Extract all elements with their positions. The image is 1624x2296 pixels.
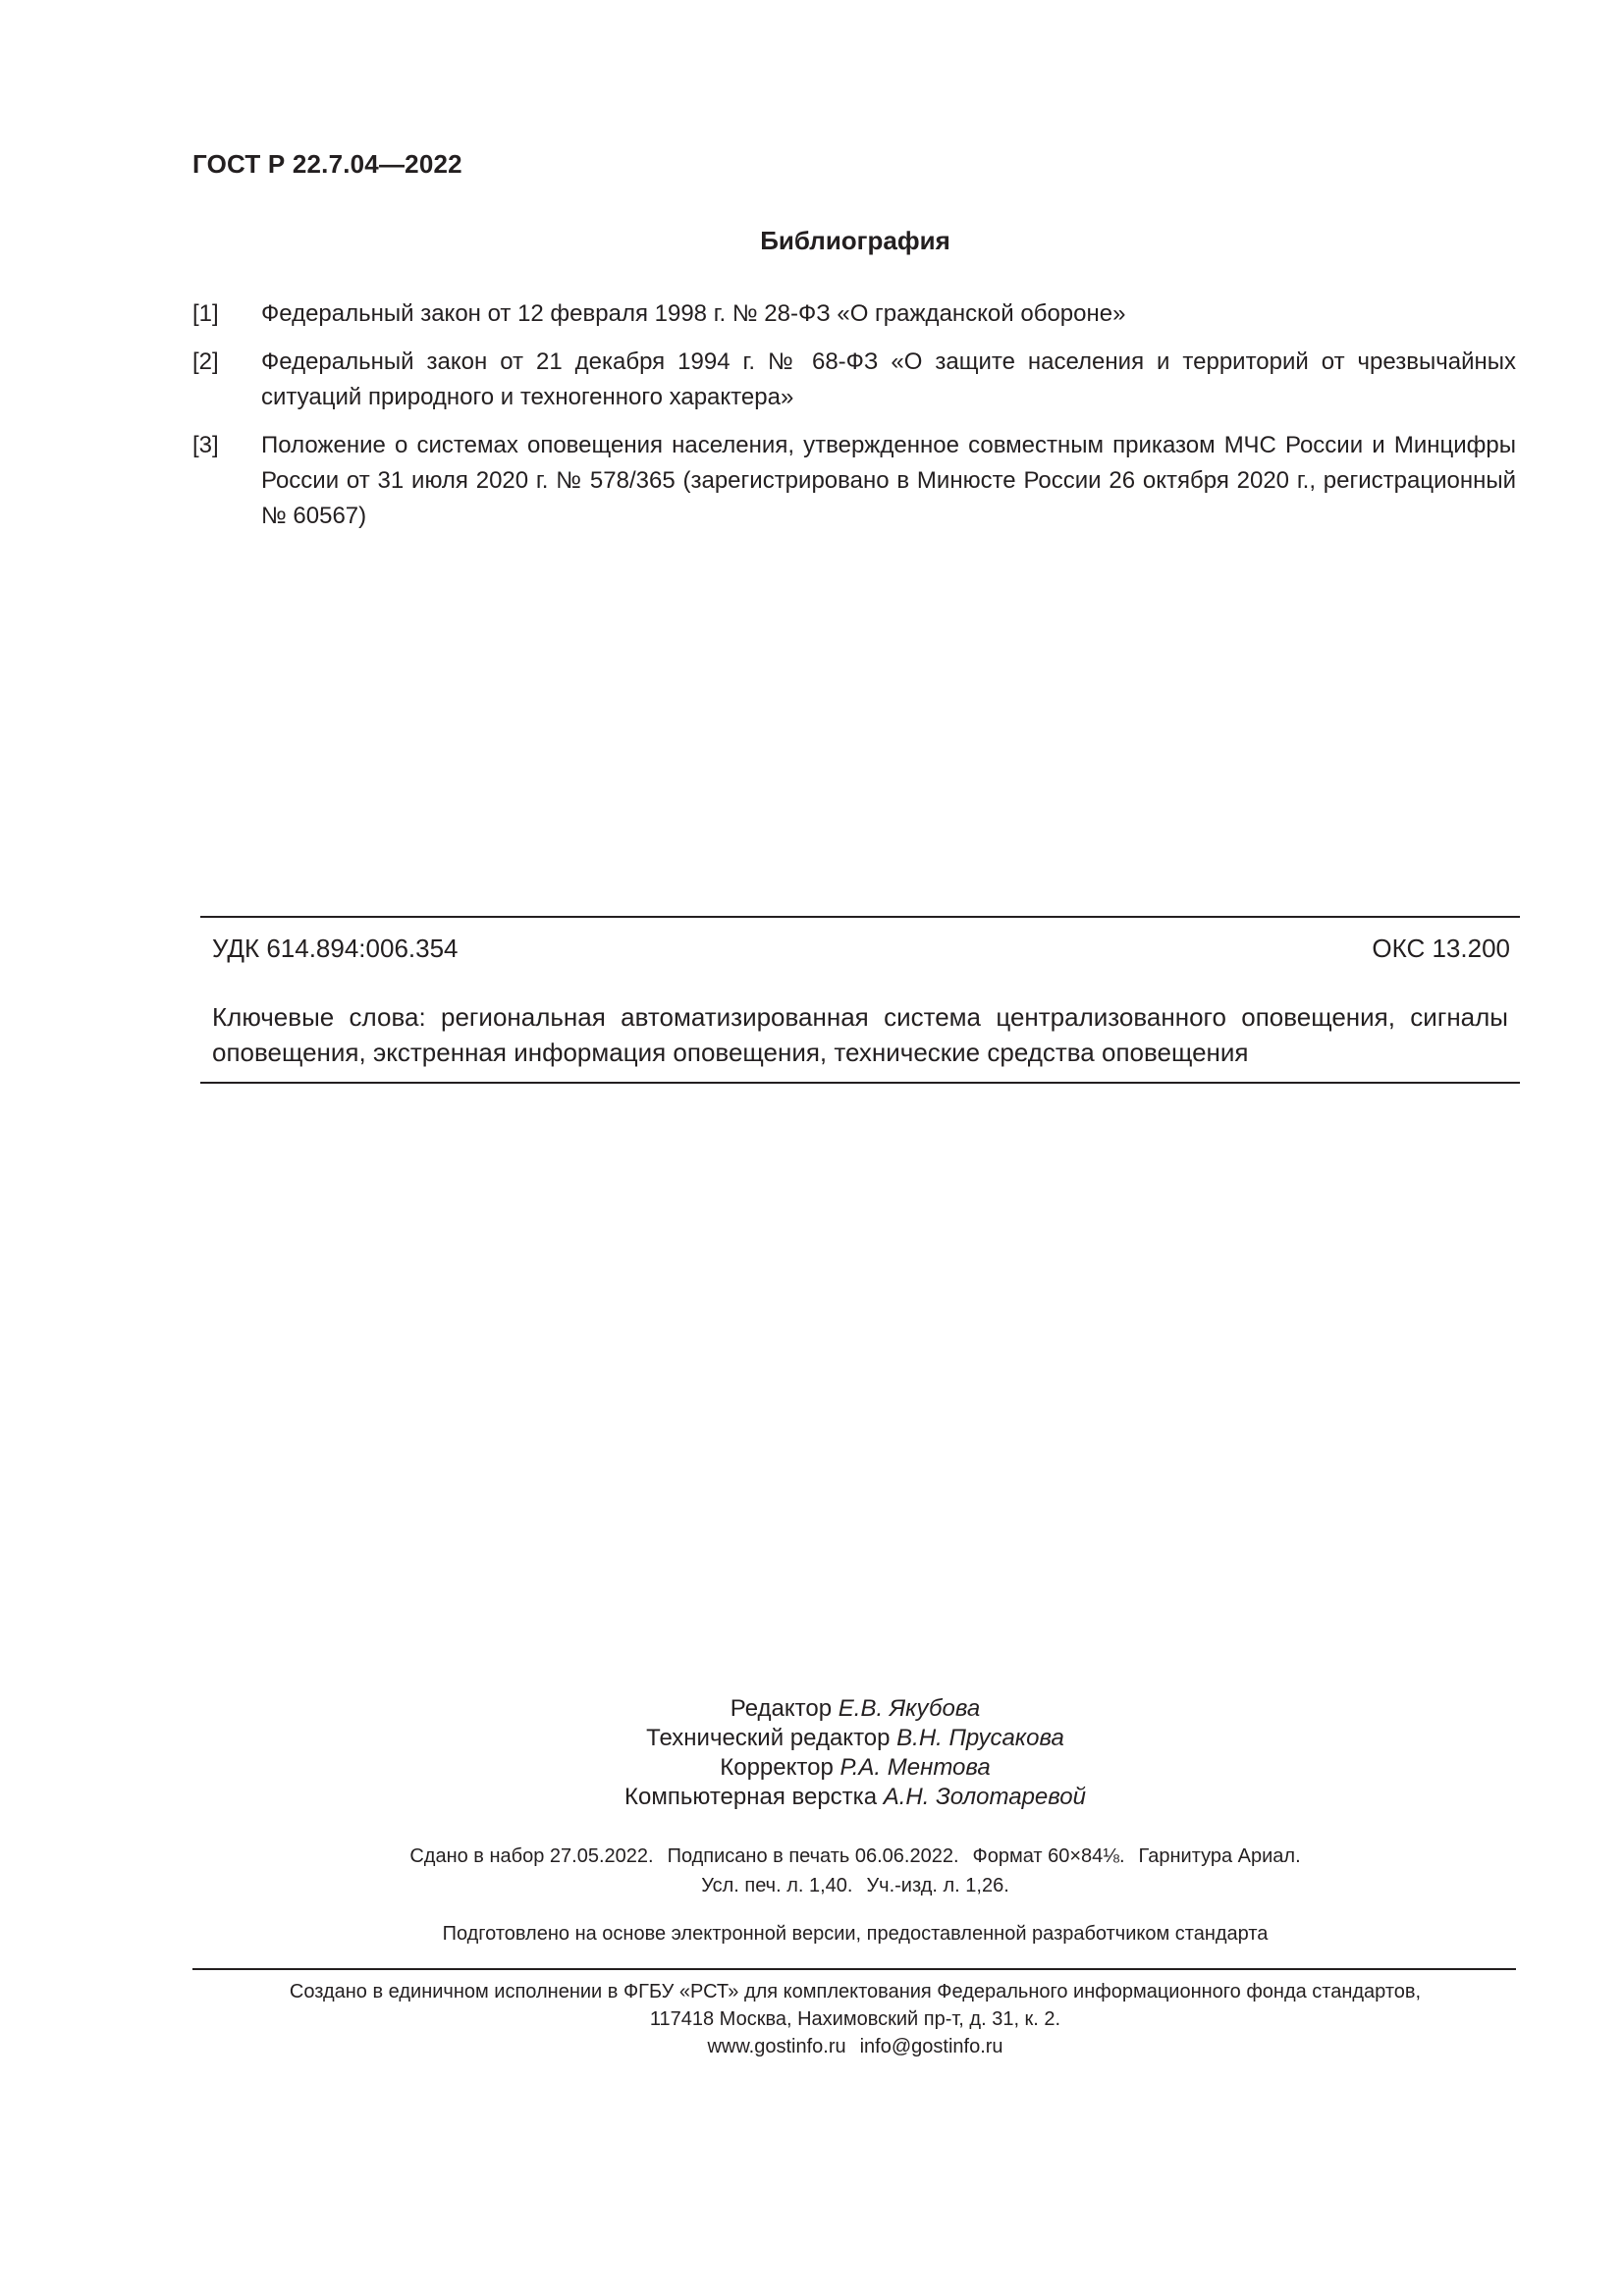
- bibliography-item-text: Федеральный закон от 12 февраля 1998 г. № 28-ФЗ «О гражданской обороне»: [261, 300, 1126, 327]
- credit-person: А.Н. Золотаревой: [883, 1784, 1086, 1810]
- footer-line-1: Создано в единичном исполнении в ФГБУ «РСТ» для комплектования Федерального информационного фонда стандартов,: [289, 1981, 1422, 2002]
- imprint-format: Формат 60×84⅛.: [972, 1845, 1125, 1867]
- bibliography-item-text: Федеральный закон от 21 декабря 1994 г. № 68-ФЗ «О защите населения и территорий от чрезвычайных ситуаций природного и техногенного характера»: [261, 348, 1516, 410]
- bibliography-item-number: [1]: [192, 300, 219, 327]
- footer-website-link[interactable]: www.gostinfo.ru: [707, 2036, 846, 2057]
- credit-person: Р.А. Ментова: [839, 1754, 991, 1781]
- editorial-credits: [192, 1694, 1518, 1812]
- prepared-note: Подготовлено на основе электронной версии, предоставленной разработчиком стандарта: [442, 1923, 1269, 1945]
- bibliography-title: Библиография: [760, 226, 950, 255]
- bibliography-item-number: [2]: [192, 348, 219, 375]
- imprint-print-sheets: Усл. печ. л. 1,40.: [701, 1875, 853, 1896]
- classification-bottom-rule: [200, 1082, 1520, 1084]
- bibliography-item: [192, 428, 1516, 534]
- bibliography-item: [192, 296, 1516, 332]
- footer-block: [192, 1978, 1518, 2060]
- oks-code: ОКС 13.200: [1372, 934, 1510, 963]
- imprint-signed: Подписано в печать 06.06.2022.: [667, 1845, 959, 1867]
- credit-role: Корректор: [720, 1754, 834, 1781]
- bibliography-item-text: Положение о системах оповещения населения, утвержденное совместным приказом МЧС России и Минцифры России от 31 июля 2020 г. № 578/365 (зарегистрировано в Минюсте России 26 октября 2020 г., регистрационный № 60567): [261, 432, 1516, 529]
- keywords-text: Ключевые слова: региональная автоматизированная система централизованного оповещения, сигналы оповещения, экстренная информация оповещения, технические средства оповещения: [212, 1002, 1508, 1067]
- footer-rule: [192, 1968, 1516, 1970]
- credit-role: Редактор: [730, 1695, 833, 1722]
- imprint-submitted: Сдано в набор 27.05.2022.: [409, 1845, 654, 1867]
- bibliography-item-number: [3]: [192, 432, 219, 458]
- imprint-line-2: [192, 1871, 1518, 1900]
- classification-top-rule: [200, 916, 1520, 918]
- footer-email-link[interactable]: info@gostinfo.ru: [859, 2036, 1003, 2057]
- imprint-line-1: [192, 1842, 1518, 1871]
- credit-role: Технический редактор: [646, 1725, 891, 1751]
- udk-code: УДК 614.894:006.354: [212, 934, 459, 963]
- credit-role: Компьютерная верстка: [624, 1784, 878, 1810]
- bibliography-item: [192, 345, 1516, 415]
- imprint-publisher-sheets: Уч.-изд. л. 1,26.: [866, 1875, 1009, 1896]
- credit-proofreader: [192, 1753, 1518, 1783]
- credit-person: Е.В. Якубова: [838, 1695, 981, 1722]
- credit-editor: [192, 1694, 1518, 1724]
- footer-address: 117418 Москва, Нахимовский пр-т, д. 31, к. 2.: [649, 2008, 1061, 2030]
- bibliography-list: [192, 296, 1516, 547]
- imprint-block: [192, 1842, 1518, 1900]
- credit-technical-editor: [192, 1724, 1518, 1753]
- credit-person: В.Н. Прусакова: [896, 1725, 1064, 1751]
- document-code: ГОСТ Р 22.7.04—2022: [192, 149, 462, 179]
- footer-contacts: [192, 2033, 1518, 2060]
- credit-layout: [192, 1783, 1518, 1812]
- imprint-typeface: Гарнитура Ариал.: [1138, 1845, 1301, 1867]
